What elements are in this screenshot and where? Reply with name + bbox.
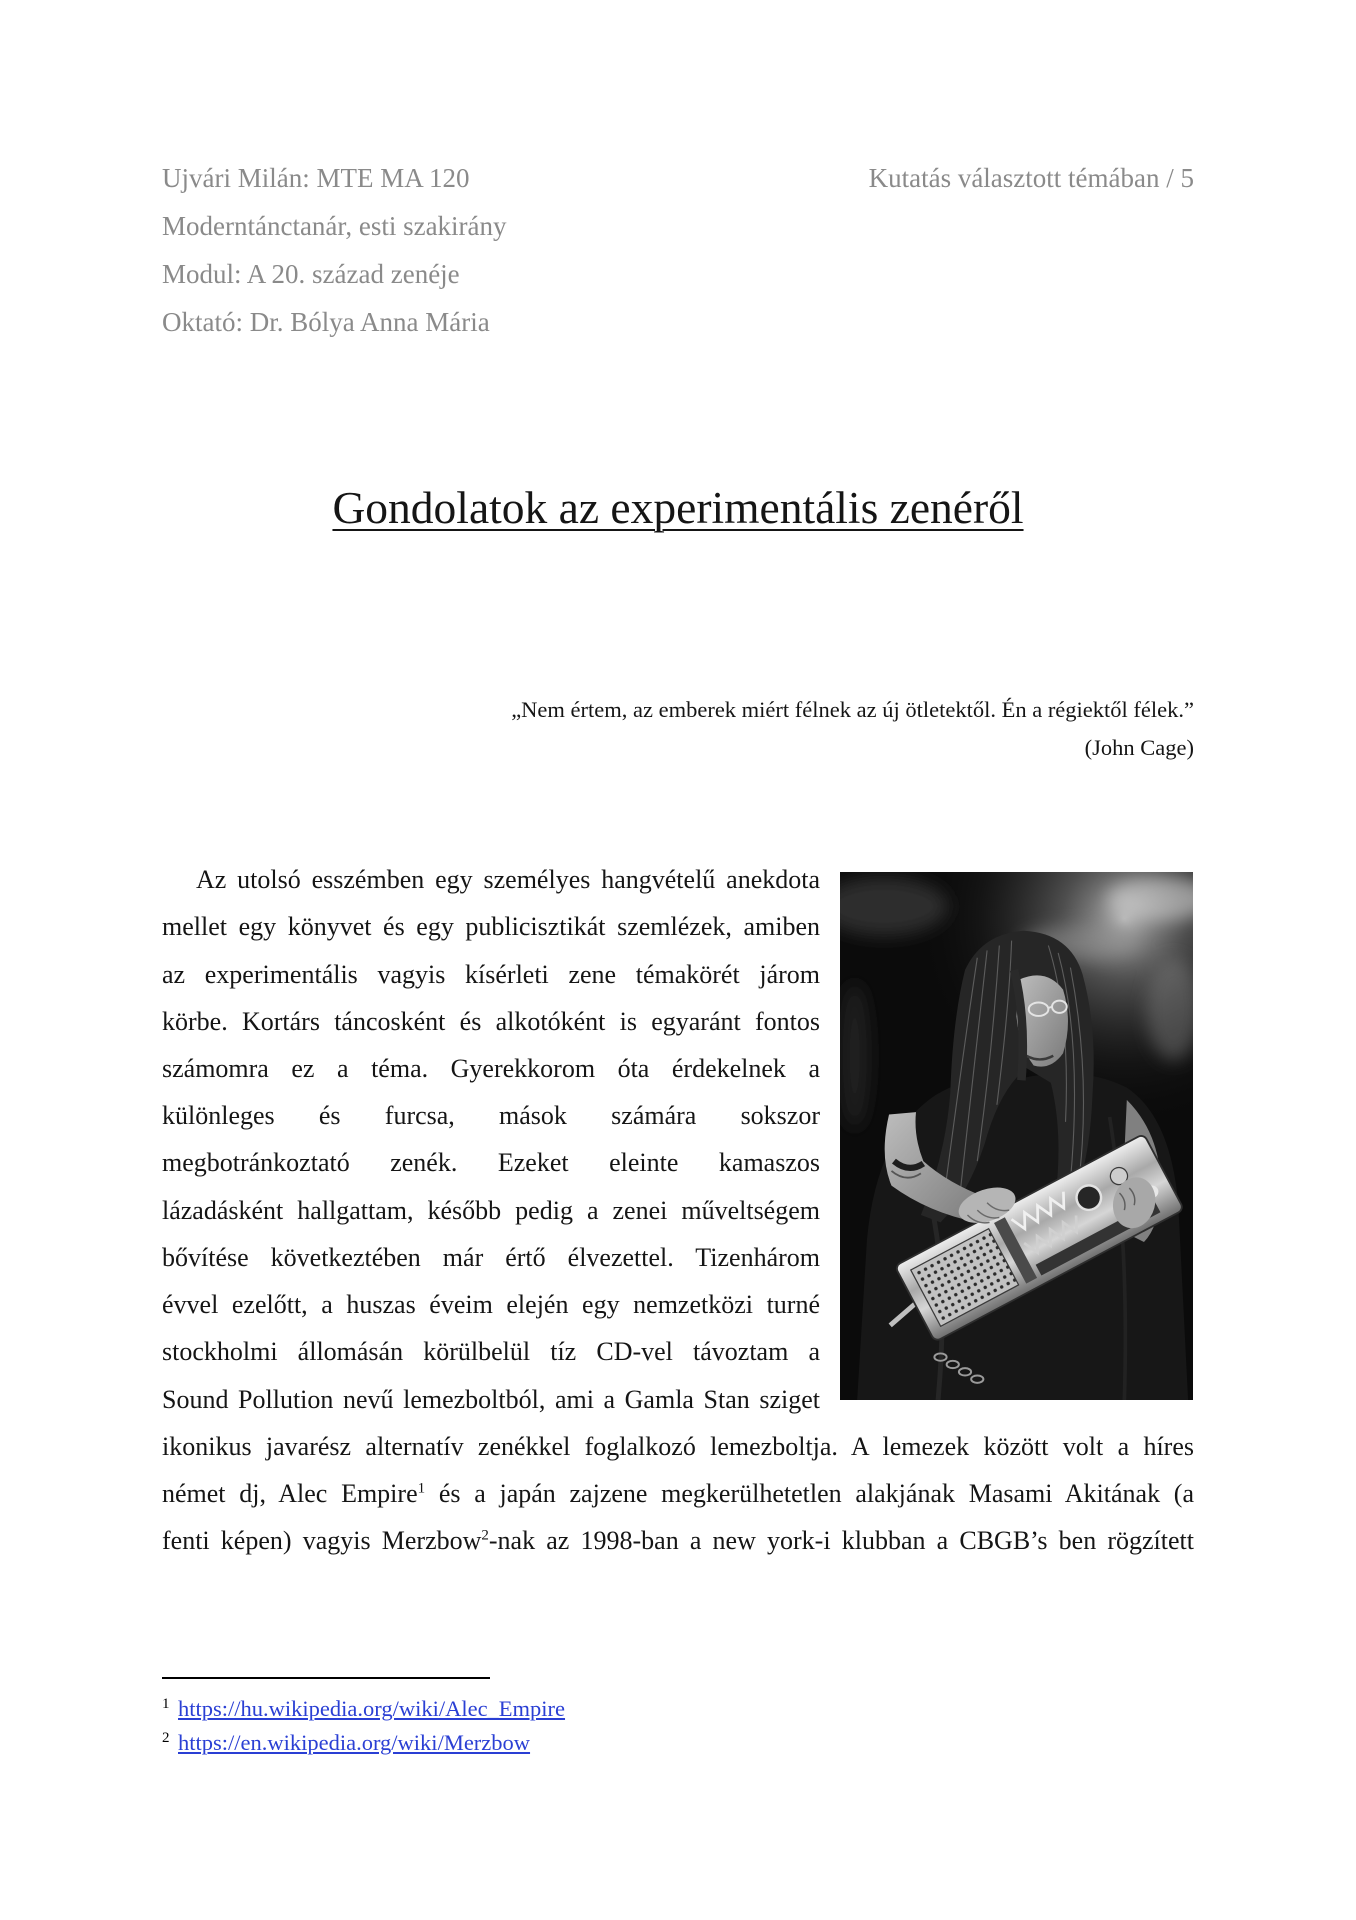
body-line: Az utolsó esszémben egy személyes hangvételű anekdota: [196, 865, 820, 894]
body-line: stockholmi állomásán körülbelül tíz CD-vel távoztam a: [162, 1337, 820, 1367]
epigraph-quote: „Nem értem, az emberek miért félnek az új ötletektől. Én a régiektől félek.”: [511, 697, 1194, 722]
body-line: évvel ezelőtt, a huszas éveim elején egy nemzetközi turné: [162, 1290, 820, 1320]
epigraph-author: (John Cage): [1084, 735, 1194, 760]
body-line: az experimentális vagyis kísérleti zene témakörét járom: [162, 959, 820, 989]
body-line: [162, 1517, 1194, 1564]
footnote-link-merzbow[interactable]: https://en.wikipedia.org/wiki/Merzbow: [178, 1730, 531, 1755]
header-module-line: Modul: A 20. század zenéje: [162, 259, 460, 289]
footnote-separator: [162, 1677, 490, 1679]
header-assignment-label: Kutatás választott témában / 5: [868, 163, 1194, 193]
body-line: bővítése következtében már értő élvezettel. Tizenhárom: [162, 1242, 820, 1272]
footnote-reference-2[interactable]: 2: [481, 1527, 489, 1544]
page-title: [0, 480, 1356, 536]
body-line: számomra ez a téma. Gyerekkorom óta érdekelnek a: [162, 1054, 820, 1083]
footnote-link-alec-empire[interactable]: https://hu.wikipedia.org/wiki/Alec_Empire: [178, 1696, 566, 1721]
body-line-text: német dj, Alec Empire: [162, 1479, 418, 1509]
footnote-reference-1[interactable]: 1: [417, 1480, 426, 1497]
body-line: Sound Pollution nevű lemezboltból, ami a Gamla Stan sziget: [162, 1384, 820, 1414]
epigraph: [511, 691, 1194, 767]
body-line: megbotránkoztató zenék. Ezeket eleinte kamaszos: [162, 1148, 820, 1178]
body-line: különleges és furcsa, mások számára sokszor: [162, 1101, 820, 1131]
body-line: mellet egy könyvet és egy publicisztikát szemlézek, amiben: [162, 912, 820, 942]
body-line-text: -nak az 1998-ban a new york-i klubban a CBGB’s ben rögzített: [488, 1526, 1194, 1556]
header-instructor-line: Oktató: Dr. Bólya Anna Mária: [162, 307, 490, 337]
header-author-line: Ujvári Milán: MTE MA 120: [162, 163, 470, 193]
header-info-block: [162, 154, 507, 346]
body-line-text: fenti képen) vagyis Merzbow: [162, 1526, 482, 1556]
body-line: [162, 1470, 1194, 1517]
footnote-2: 2 https://en.wikipedia.org/wiki/Merzbow: [162, 1729, 531, 1755]
performer-photo: [840, 872, 1193, 1400]
page-title-text: Gondolatok az experimentális zenéről: [332, 482, 1024, 533]
body-line: körbe. Kortárs táncosként és alkotóként is egyaránt fontos: [162, 1006, 820, 1036]
header-program-line: Moderntánctanár, esti szakirány: [162, 211, 507, 241]
footnote-1: 1 https://hu.wikipedia.org/wiki/Alec_Empire: [162, 1695, 566, 1721]
body-line: lázadásként hallgattam, később pedig a zenei műveltségem: [162, 1195, 820, 1225]
body-line-text: és a japán zajzene megkerülhetetlen alakjának Masami Akitának (a: [425, 1479, 1194, 1509]
body-line: ikonikus javarész alternatív zenékkel foglalkozó lemezboltja. A lemezek között volt a híres: [162, 1431, 1194, 1461]
